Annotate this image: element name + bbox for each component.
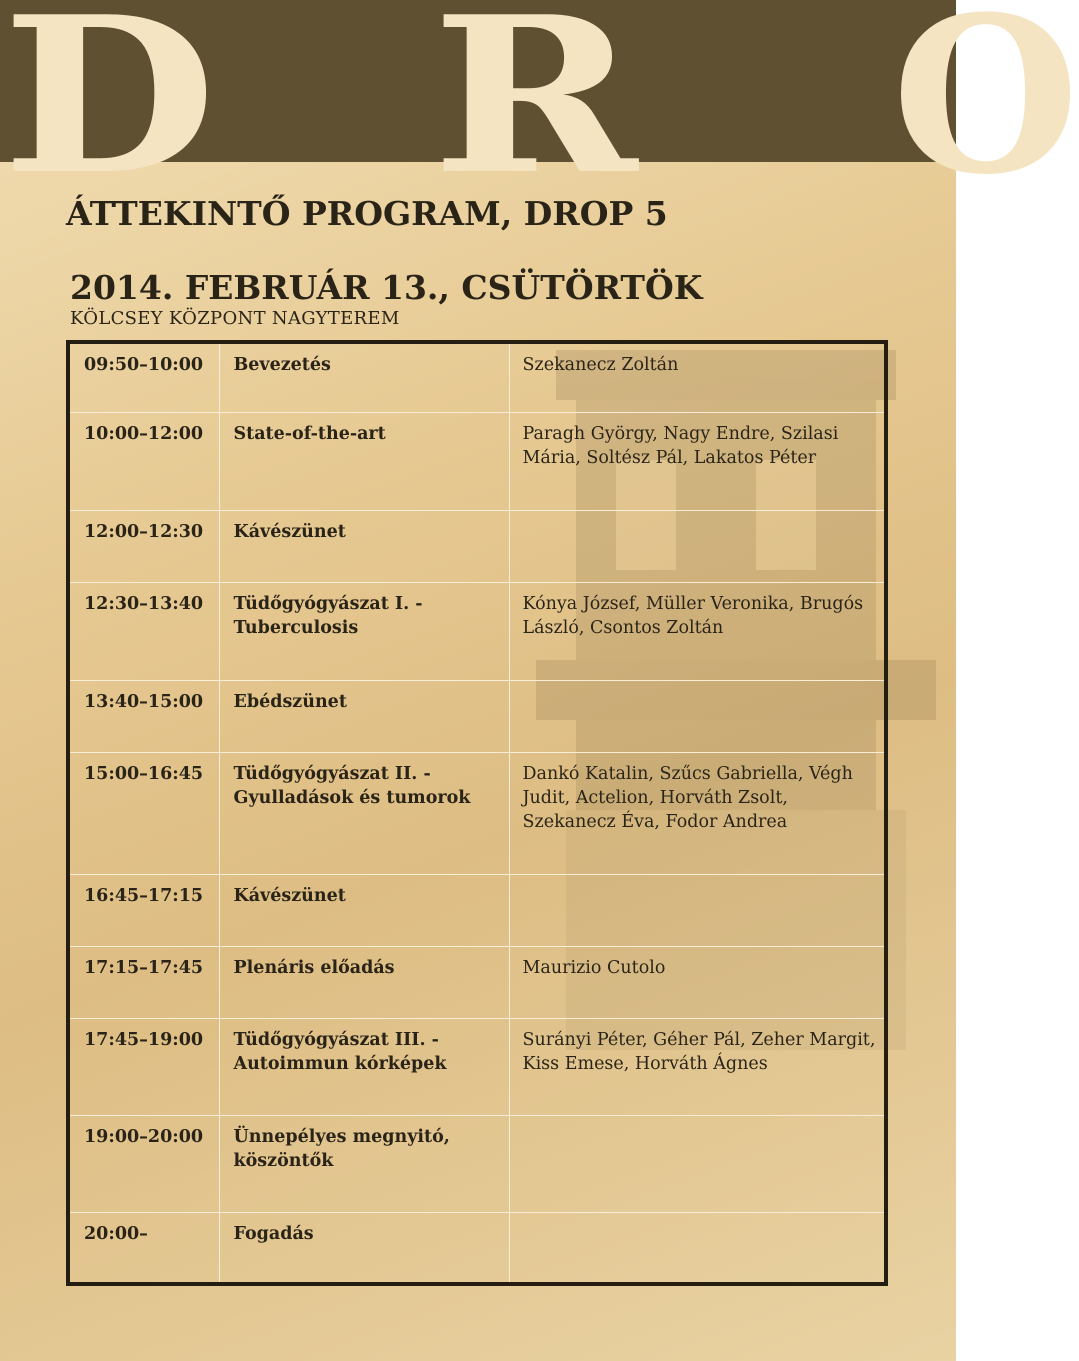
- schedule-row: [68, 752, 886, 874]
- schedule-speakers: [509, 680, 886, 752]
- schedule-time: 13:40–15:00: [68, 680, 219, 752]
- schedule-row: [68, 412, 886, 510]
- schedule-speakers: [509, 1115, 886, 1212]
- schedule-session-title: Tüdőgyógyászat I. - Tuberculosis: [219, 582, 509, 680]
- schedule-row: [68, 680, 886, 752]
- schedule-row: [68, 342, 886, 412]
- schedule-row: [68, 946, 886, 1018]
- schedule-session-title: Fogadás: [219, 1212, 509, 1284]
- schedule-speakers: Paragh György, Nagy Endre, Szilasi Mária, Soltész Pál, Lakatos Péter: [509, 412, 886, 510]
- schedule-session-title: Tüdőgyógyászat III. - Autoimmun kórképek: [219, 1018, 509, 1115]
- page-title: ÁTTEKINTŐ PROGRAM, DROP 5: [66, 194, 668, 233]
- schedule-row: [68, 1018, 886, 1115]
- schedule-speakers: [509, 510, 886, 582]
- schedule-speakers: Kónya József, Müller Veronika, Brugós László, Csontos Zoltán: [509, 582, 886, 680]
- schedule-speakers: Surányi Péter, Géher Pál, Zeher Margit, Kiss Emese, Horváth Ágnes: [509, 1018, 886, 1115]
- schedule-body: [68, 342, 886, 1284]
- schedule-time: 12:00–12:30: [68, 510, 219, 582]
- schedule-speakers: Szekanecz Zoltán: [509, 342, 886, 412]
- schedule-session-title: Plenáris előadás: [219, 946, 509, 1018]
- schedule-time: 19:00–20:00: [68, 1115, 219, 1212]
- schedule-time: 17:15–17:45: [68, 946, 219, 1018]
- schedule-session-title: State-of-the-art: [219, 412, 509, 510]
- event-venue: KÖLCSEY KÖZPONT NAGYTEREM: [70, 308, 400, 329]
- schedule-session-title: Ebédszünet: [219, 680, 509, 752]
- schedule-row: [68, 874, 886, 946]
- schedule-session-title: Bevezetés: [219, 342, 509, 412]
- schedule-row: [68, 582, 886, 680]
- schedule-speakers: Maurizio Cutolo: [509, 946, 886, 1018]
- schedule-time: 09:50–10:00: [68, 342, 219, 412]
- schedule-time: 17:45–19:00: [68, 1018, 219, 1115]
- schedule-time: 20:00–: [68, 1212, 219, 1284]
- schedule-session-title: Ünnepélyes megnyitó, köszöntők: [219, 1115, 509, 1212]
- schedule-speakers: Dankó Katalin, Szűcs Gabriella, Végh Judit, Actelion, Horváth Zsolt, Szekanecz Éva, Fodor Andrea: [509, 752, 886, 874]
- header-letter-d: D: [2, 0, 217, 222]
- schedule-session-title: Kávészünet: [219, 874, 509, 946]
- schedule-row: [68, 1212, 886, 1284]
- schedule-table: [66, 340, 888, 1286]
- schedule-time: 10:00–12:00: [68, 412, 219, 510]
- schedule-time: 15:00–16:45: [68, 752, 219, 874]
- schedule-speakers: [509, 874, 886, 946]
- schedule-row: [68, 510, 886, 582]
- schedule-session-title: Kávészünet: [219, 510, 509, 582]
- schedule-row: [68, 1115, 886, 1212]
- schedule-time: 12:30–13:40: [68, 582, 219, 680]
- header-letter-r: R: [432, 0, 638, 222]
- event-date: 2014. FEBRUÁR 13., CSÜTÖRTÖK: [70, 268, 703, 307]
- schedule-time: 16:45–17:15: [68, 874, 219, 946]
- schedule-speakers: [509, 1212, 886, 1284]
- schedule-session-title: Tüdőgyógyászat II. - Gyulladások és tumorok: [219, 752, 509, 874]
- header-letter-o: O: [892, 0, 1079, 222]
